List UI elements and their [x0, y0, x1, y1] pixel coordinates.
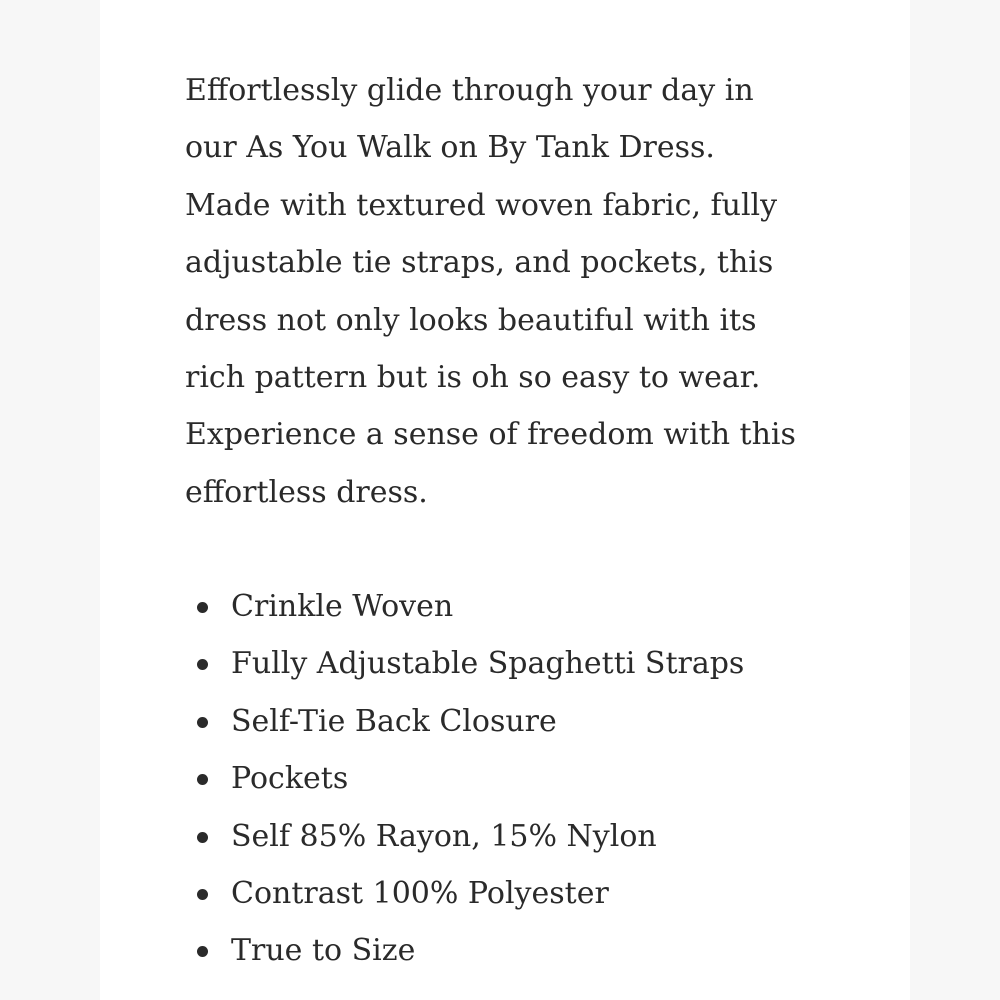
feature-item [186, 693, 826, 750]
feature-list [186, 578, 826, 980]
bullet-icon [197, 946, 208, 957]
feature-text: Crinkle Woven [231, 589, 454, 624]
description-line: rich pattern but is oh so easy to wear. [185, 360, 761, 396]
feature-text: True to Size [231, 933, 416, 969]
feature-item [186, 750, 826, 807]
feature-text: Pockets [231, 761, 349, 797]
bullet-icon [197, 832, 208, 843]
feature-item [186, 865, 826, 922]
description-line: Experience a sense of freedom with this [185, 417, 796, 453]
feature-item [186, 808, 826, 865]
bullet-icon [197, 602, 208, 613]
feature-item [186, 922, 826, 979]
feature-text: Self-Tie Back Closure [231, 703, 557, 739]
description-line: adjustable tie straps, and pockets, this [185, 245, 774, 281]
bullet-icon [197, 774, 208, 785]
feature-text: Self 85% Rayon, 15% Nylon [231, 818, 657, 854]
feature-item [186, 635, 826, 692]
product-description [185, 62, 805, 521]
feature-text: Contrast 100% Polyester [231, 875, 609, 911]
description-line: Made with textured woven fabric, fully [185, 187, 778, 223]
description-line: Effortlessly glide through your day in [185, 73, 754, 108]
feature-text: Fully Adjustable Spaghetti Straps [231, 646, 745, 682]
feature-item [186, 578, 826, 635]
bullet-icon [197, 889, 208, 900]
description-line: our As You Walk on By Tank Dress. [185, 130, 715, 166]
description-line: dress not only looks beautiful with its [185, 302, 757, 338]
bullet-icon [197, 717, 208, 728]
description-line: effortless dress. [185, 474, 428, 510]
bullet-icon [197, 659, 208, 670]
